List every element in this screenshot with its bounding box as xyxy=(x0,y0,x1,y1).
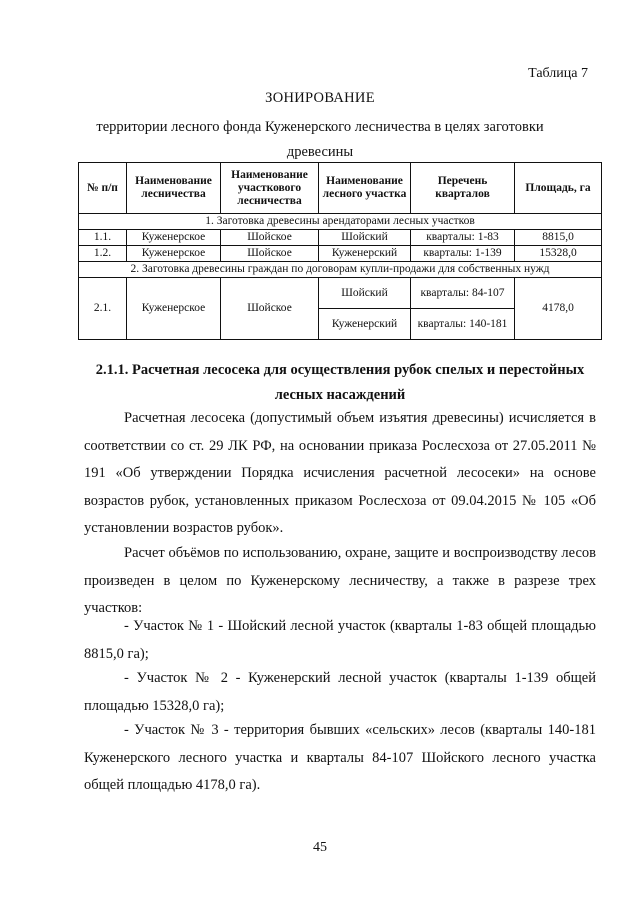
section-title: 2. Заготовка древесины граждан по договорам купли-продажи для собственных нужд xyxy=(79,262,602,278)
paragraph: Расчетная лесосека (допустимый объем изъятия древесины) исчисляется в соответствии со ст. 29 ЛК РФ, на основании приказа Рослесхоза от 27.05.2011 № 191 «Об утверждении Порядка исчисления расчетной лесосеки» на основе возрастов рубок, установленных приказом Рослесхоза от 09.04.2015 № 105 «Об установлении возрастов рубок». xyxy=(84,410,596,536)
document-title: ЗОНИРОВАНИЕ xyxy=(265,90,375,106)
page-number: 45 xyxy=(313,840,327,855)
table-cell: кварталы: 84-107 xyxy=(411,278,515,309)
table-section-row xyxy=(79,262,602,278)
table-row xyxy=(79,230,602,246)
table-cell: Шойское xyxy=(221,246,319,262)
table-caption: Таблица 7 xyxy=(528,66,588,81)
table-cell: Шойское xyxy=(221,230,319,246)
table-section-row xyxy=(79,214,602,230)
header-cell: Наименование лесного участка xyxy=(319,163,411,214)
table-row xyxy=(79,246,602,262)
document-subtitle: территории лесного фонда Куженерского лесничества в целях заготовки древесины xyxy=(96,119,544,160)
table-cell: 15328,0 xyxy=(515,246,602,262)
table-cell: Куженерское xyxy=(127,278,221,340)
section-title: 1. Заготовка древесины арендаторами лесных участков xyxy=(79,214,602,230)
table-cell: Куженерский xyxy=(319,246,411,262)
table-cell: 1.2. xyxy=(79,246,127,262)
table-cell: 8815,0 xyxy=(515,230,602,246)
list-item: - Участок № 3 - территория бывших «сельских» лесов (кварталы 140-181 Куженерского лесного участка и кварталы 84-107 Шойского лесного участка общей площадью 4178,0 га). xyxy=(84,722,596,793)
header-cell: Наименование участкового лесничества xyxy=(221,163,319,214)
table-cell: Куженерское xyxy=(127,230,221,246)
table-cell: Куженерский xyxy=(319,309,411,340)
table-cell: кварталы: 140-181 xyxy=(411,309,515,340)
table-cell: 2.1. xyxy=(79,278,127,340)
table-cell: Куженерское xyxy=(127,246,221,262)
paragraph: Расчет объёмов по использованию, охране, защите и воспроизводству лесов произведен в целом по Куженерскому лесничеству, а также в разрезе трех участков: xyxy=(84,545,596,616)
header-cell: Площадь, га xyxy=(515,163,602,214)
header-cell: № п/п xyxy=(79,163,127,214)
table-cell: 4178,0 xyxy=(515,278,602,340)
header-cell: Наименование лесничества xyxy=(127,163,221,214)
table-cell: кварталы: 1-139 xyxy=(411,246,515,262)
table-header-row xyxy=(79,163,602,214)
table-cell: Шойский xyxy=(319,230,411,246)
header-cell: Перечень кварталов xyxy=(411,163,515,214)
table-cell: Шойское xyxy=(221,278,319,340)
table-cell: кварталы: 1-83 xyxy=(411,230,515,246)
zoning-table xyxy=(78,162,602,340)
section-heading: 2.1.1. Расчетная лесосека для осуществления рубок спелых и перестойных лесных насаждений xyxy=(95,362,585,403)
list-item: - Участок № 2 - Куженерский лесной участок (кварталы 1-139 общей площадью 15328,0 га); xyxy=(84,670,596,714)
table-cell: Шойский xyxy=(319,278,411,309)
list-item: - Участок № 1 - Шойский лесной участок (кварталы 1-83 общей площадью 8815,0 га); xyxy=(84,618,596,662)
table-cell: 1.1. xyxy=(79,230,127,246)
table-row xyxy=(79,278,602,309)
